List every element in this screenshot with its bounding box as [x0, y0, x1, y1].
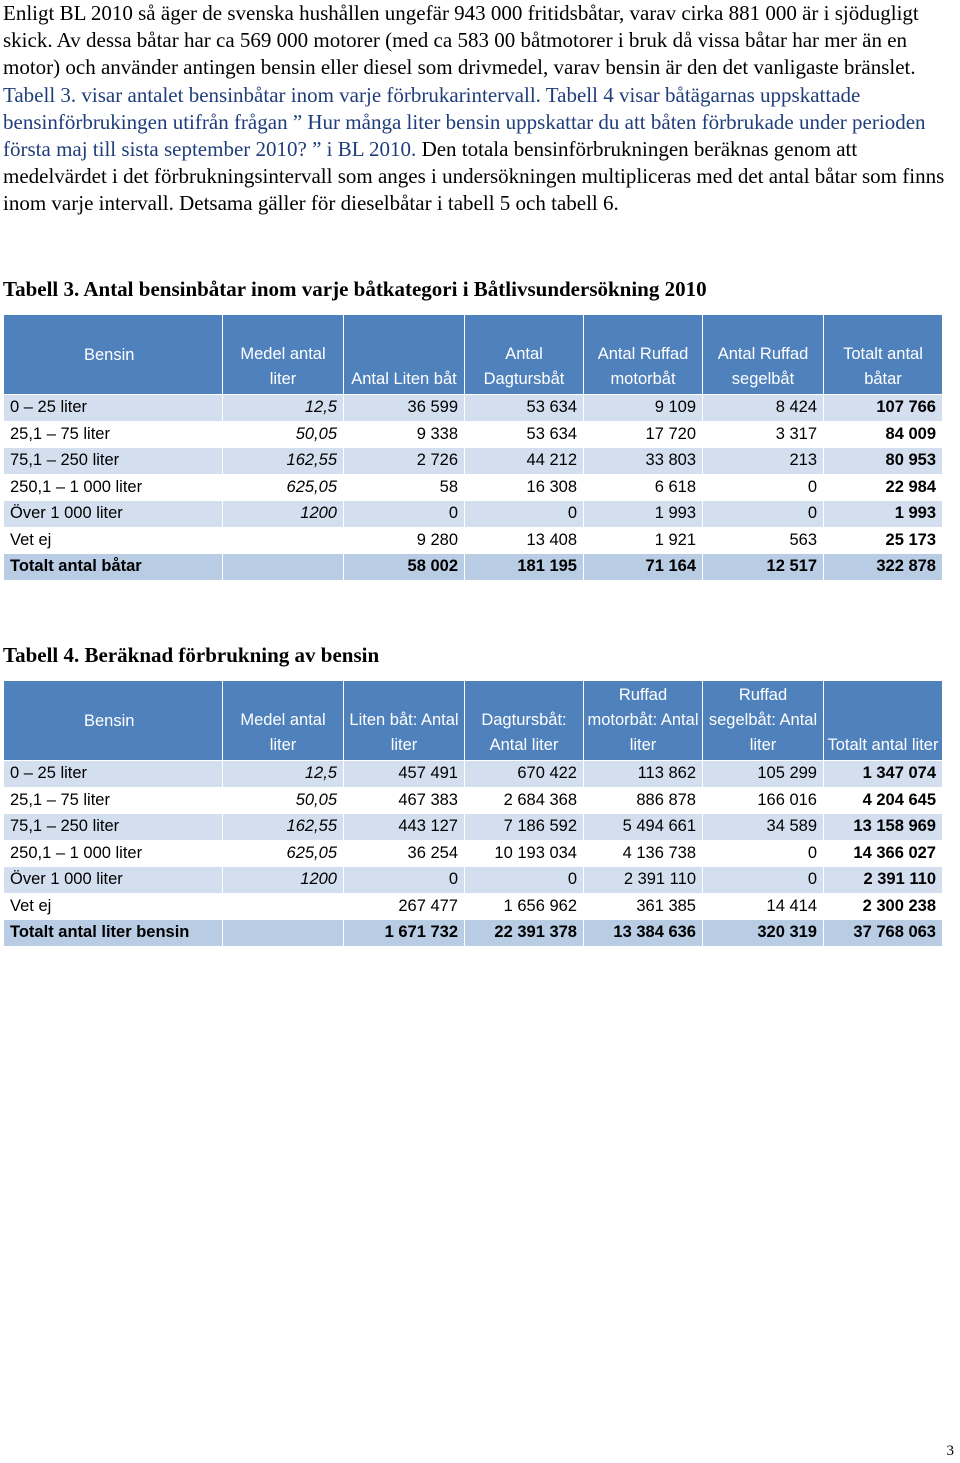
table-cell: 22 984 [824, 475, 942, 501]
table-cell [223, 920, 343, 946]
table-cell: 181 195 [465, 554, 583, 580]
table4-bensin-consumption [3, 680, 943, 947]
table-cell: 2 726 [344, 448, 464, 474]
table-cell: 6 618 [584, 475, 702, 501]
table3-header-medel: Medel antal liter [223, 315, 343, 394]
table-cell: 625,05 [223, 475, 343, 501]
table4-header-dagtur: Dagtursbåt: Antal liter [465, 681, 583, 760]
table-row [4, 894, 942, 920]
table4-header-ruffad-segel: Ruffad segelbåt: Antal liter [703, 681, 823, 760]
table-cell: 361 385 [584, 894, 702, 920]
table-cell: 50,05 [223, 788, 343, 814]
table-cell: 1 656 962 [465, 894, 583, 920]
table-cell: 25 173 [824, 528, 942, 554]
table-cell: 0 [703, 841, 823, 867]
table-cell: 44 212 [465, 448, 583, 474]
table-cell: 9 280 [344, 528, 464, 554]
table4-total-row [4, 920, 942, 946]
table-row [4, 841, 942, 867]
table-row [4, 448, 942, 474]
table4-caption-title: Tabell 4. Beräknad förbrukning av bensin [3, 643, 380, 667]
table-cell: 4 204 645 [824, 788, 942, 814]
table4-caption [3, 643, 379, 668]
table-cell: 75,1 – 250 liter [4, 814, 222, 840]
table-cell: 886 878 [584, 788, 702, 814]
table-cell: 9 109 [584, 395, 702, 421]
intro-text-blue: Tabell 3. visar antalet bensinbåtar inom varje förbrukarintervall. Tabell 4 visar båtägarnas uppskattade bensinförbrukingen utifrån frågan ” Hur många liter bensin uppskattar du att båten förbrukade under perioden första maj till sista september 2010? ” i BL 2010. [3, 82, 926, 162]
table3-header-bensin: Bensin [4, 315, 222, 394]
table-cell: 33 803 [584, 448, 702, 474]
page-number: 3 [946, 1443, 954, 1459]
table-row [4, 788, 942, 814]
table4-header-ruffad-motor: Ruffad motorbåt: Antal liter [584, 681, 702, 760]
table-cell: 1 993 [584, 501, 702, 527]
table3-caption [3, 277, 707, 302]
table-cell: 5 494 661 [584, 814, 702, 840]
table-cell: 84 009 [824, 422, 942, 448]
intro-paragraph [3, 0, 958, 218]
table4-header-liten: Liten båt: Antal liter [344, 681, 464, 760]
table-cell: 0 [703, 475, 823, 501]
table-cell: 71 164 [584, 554, 702, 580]
table3-total-row [4, 554, 942, 580]
table-cell: 250,1 – 1 000 liter [4, 475, 222, 501]
table-cell: 12,5 [223, 395, 343, 421]
table-cell: 107 766 [824, 395, 942, 421]
table4-header-medel: Medel antal liter [223, 681, 343, 760]
table-row [4, 814, 942, 840]
table-row [4, 422, 942, 448]
table-cell: 14 366 027 [824, 841, 942, 867]
table-cell: Över 1 000 liter [4, 501, 222, 527]
table-cell: 113 862 [584, 761, 702, 787]
table-row [4, 867, 942, 893]
table-cell: Över 1 000 liter [4, 867, 222, 893]
table-cell: 50,05 [223, 422, 343, 448]
table-cell: 16 308 [465, 475, 583, 501]
table-cell: 2 391 110 [584, 867, 702, 893]
table-cell: 0 [344, 501, 464, 527]
table-cell: 0 [465, 867, 583, 893]
table3-header-row [4, 315, 942, 394]
table-cell: 7 186 592 [465, 814, 583, 840]
table-cell: Vet ej [4, 894, 222, 920]
table3-bensin-boats [3, 314, 943, 581]
table-cell: 2 391 110 [824, 867, 942, 893]
table-cell: 467 383 [344, 788, 464, 814]
table-cell: 4 136 738 [584, 841, 702, 867]
table4-header-bensin: Bensin [4, 681, 222, 760]
table-cell: 75,1 – 250 liter [4, 448, 222, 474]
table3-caption-label: Tabell 3. [3, 277, 84, 301]
table-cell: Vet ej [4, 528, 222, 554]
table-cell [223, 528, 343, 554]
table-cell [223, 894, 343, 920]
table-cell: 22 391 378 [465, 920, 583, 946]
table-cell: 0 [703, 867, 823, 893]
table-row [4, 395, 942, 421]
table-cell: 34 589 [703, 814, 823, 840]
table-cell: 53 634 [465, 395, 583, 421]
table-cell: 10 193 034 [465, 841, 583, 867]
table3-caption-title: Antal bensinbåtar inom varje båtkategori i Båtlivsundersökning 2010 [83, 277, 707, 301]
table3-header-liten: Antal Liten båt [344, 315, 464, 394]
table-cell: 105 299 [703, 761, 823, 787]
table-cell: Totalt antal båtar [4, 554, 222, 580]
table-cell: 17 720 [584, 422, 702, 448]
table4-header-totalt: Totalt antal liter [824, 681, 942, 760]
table-cell: 322 878 [824, 554, 942, 580]
table-cell: 443 127 [344, 814, 464, 840]
intro-text-before: Enligt BL 2010 så äger de svenska hushållen ungefär 943 000 fritidsbåtar, varav cirka 881 000 är i sjödugligt skick. Av dessa båtar har ca 569 000 motorer (med ca 583 00 båtmotorer i bruk då vissa båtar har mer än en motor) och använder antingen bensin eller diesel som drivmedel, varav bensin är den det vanligaste bränslet. [3, 1, 919, 80]
table-row [4, 475, 942, 501]
table-cell: 0 [465, 501, 583, 527]
table-cell: 25,1 – 75 liter [4, 422, 222, 448]
table-cell: 53 634 [465, 422, 583, 448]
table-cell: 58 002 [344, 554, 464, 580]
intro-text-after: Den totala bensinförbrukningen beräknas genom att medelvärdet i det förbrukningsintervall som anges i undersökningen multipliceras med det antal båtar som finns inom varje intervall. Detsama gäller för dieselbåtar i tabell 5 och tabell 6. [3, 137, 945, 216]
table-cell: 625,05 [223, 841, 343, 867]
table-cell: 320 319 [703, 920, 823, 946]
table3-header-ruffad-segel: Antal Ruffad segelbåt [703, 315, 823, 394]
table3-header-dagtur: Antal Dagtursbåt [465, 315, 583, 394]
table-cell: 267 477 [344, 894, 464, 920]
table-cell: 80 953 [824, 448, 942, 474]
table-cell: 37 768 063 [824, 920, 942, 946]
table-cell: 1 347 074 [824, 761, 942, 787]
table-cell: 670 422 [465, 761, 583, 787]
table-row [4, 761, 942, 787]
table-cell: 0 [344, 867, 464, 893]
table-cell: 457 491 [344, 761, 464, 787]
table-cell: 12,5 [223, 761, 343, 787]
table-cell: 58 [344, 475, 464, 501]
table-cell: 213 [703, 448, 823, 474]
table-cell: 1200 [223, 867, 343, 893]
table-cell: 2 300 238 [824, 894, 942, 920]
table-cell: 36 254 [344, 841, 464, 867]
table-cell: 162,55 [223, 448, 343, 474]
table-cell: 36 599 [344, 395, 464, 421]
table-cell: 162,55 [223, 814, 343, 840]
table-cell [223, 554, 343, 580]
table-cell: 25,1 – 75 liter [4, 788, 222, 814]
table3-header-ruffad-motor: Antal Ruffad motorbåt [584, 315, 702, 394]
table-cell: 13 408 [465, 528, 583, 554]
table-row [4, 501, 942, 527]
table-cell: 8 424 [703, 395, 823, 421]
table-cell: 14 414 [703, 894, 823, 920]
table-cell: 13 158 969 [824, 814, 942, 840]
table-cell: 9 338 [344, 422, 464, 448]
table-cell: 1 671 732 [344, 920, 464, 946]
table-cell: 13 384 636 [584, 920, 702, 946]
table-row [4, 528, 942, 554]
table-cell: 12 517 [703, 554, 823, 580]
table-cell: 2 684 368 [465, 788, 583, 814]
table-cell: Totalt antal liter bensin [4, 920, 222, 946]
table-cell: 1 921 [584, 528, 702, 554]
table-cell: 1200 [223, 501, 343, 527]
table3-header-totalt: Totalt antal båtar [824, 315, 942, 394]
table-cell: 563 [703, 528, 823, 554]
table-cell: 0 [703, 501, 823, 527]
table-cell: 1 993 [824, 501, 942, 527]
table-cell: 0 – 25 liter [4, 395, 222, 421]
table-cell: 166 016 [703, 788, 823, 814]
table-cell: 3 317 [703, 422, 823, 448]
table4-header-row [4, 681, 942, 760]
table-cell: 0 – 25 liter [4, 761, 222, 787]
table-cell: 250,1 – 1 000 liter [4, 841, 222, 867]
